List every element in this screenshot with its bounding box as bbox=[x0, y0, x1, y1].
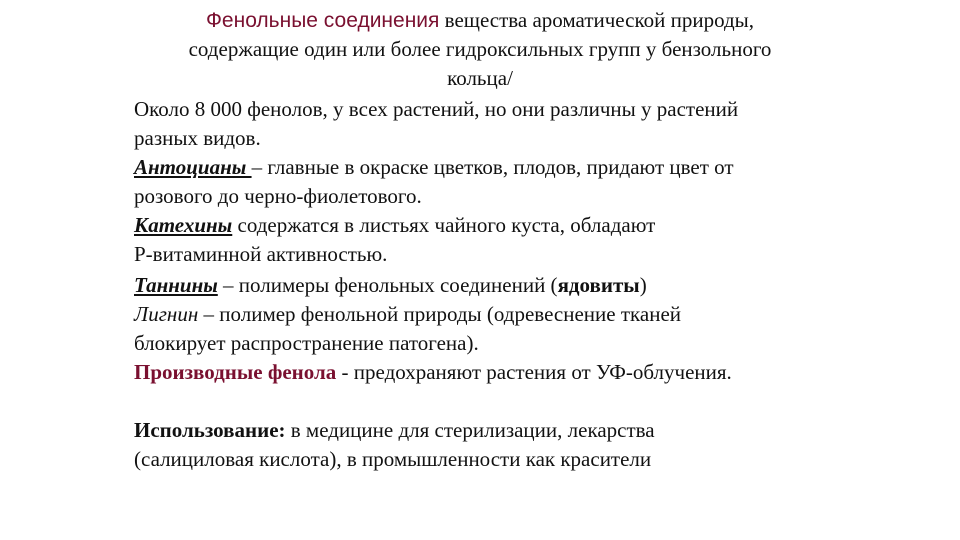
lignin-text: – полимер фенольной природы (одревеснение тканей bbox=[198, 302, 682, 326]
title-heading: Фенольные соединения bbox=[205, 9, 440, 32]
catechins-line-2: Р-витаминной активностью. bbox=[134, 242, 388, 266]
derivatives-term: Производные фенола bbox=[134, 360, 337, 384]
anthocyanins-line-1 bbox=[134, 153, 844, 182]
derivatives-line bbox=[134, 358, 844, 387]
title-line-1 bbox=[130, 6, 830, 35]
catechins-text: содержатся в листьях чайного куста, обладают bbox=[232, 213, 656, 237]
tannins-close: ) bbox=[639, 273, 647, 297]
spacer bbox=[134, 387, 844, 416]
slide-body bbox=[134, 95, 844, 474]
catechins-line-1 bbox=[134, 211, 844, 240]
title-definition-start: вещества ароматической природы, bbox=[439, 8, 755, 32]
slide-title bbox=[130, 6, 830, 93]
title-line-2: содержащие один или более гидроксильных групп у бензольного bbox=[188, 37, 772, 61]
usage-line-2: (салициловая кислота), в промышленности как красители bbox=[134, 447, 652, 471]
phenols-count-line-2: разных видов. bbox=[134, 126, 261, 150]
usage-line-1 bbox=[134, 416, 844, 445]
lignin-line-2: блокирует распространение патогена). bbox=[134, 331, 479, 355]
title-line-3: кольца/ bbox=[447, 66, 513, 90]
tannins-text: – полимеры фенольных соединений ( bbox=[217, 273, 558, 297]
anthocyanins-term: Антоцианы bbox=[134, 155, 252, 179]
tannins-toxic: ядовиты bbox=[557, 273, 640, 297]
phenols-count-line-1: Около 8 000 фенолов, у всех растений, но они различны у растений bbox=[134, 97, 739, 121]
usage-text: в медицине для стерилизации, лекарства bbox=[285, 418, 655, 442]
tannins-term: Таннины bbox=[134, 273, 218, 297]
derivatives-text: - предохраняют растения от УФ-облучения. bbox=[336, 360, 732, 384]
tannins-line bbox=[134, 271, 844, 300]
anthocyanins-text: – главные в окраске цветков, плодов, придают цвет от bbox=[251, 155, 734, 179]
usage-label: Использование: bbox=[134, 418, 286, 442]
lignin-term: Лигнин bbox=[134, 302, 199, 326]
anthocyanins-line-2: розового до черно-фиолетового. bbox=[134, 184, 422, 208]
catechins-term: Катехины bbox=[134, 213, 233, 237]
lignin-line-1 bbox=[134, 300, 844, 329]
